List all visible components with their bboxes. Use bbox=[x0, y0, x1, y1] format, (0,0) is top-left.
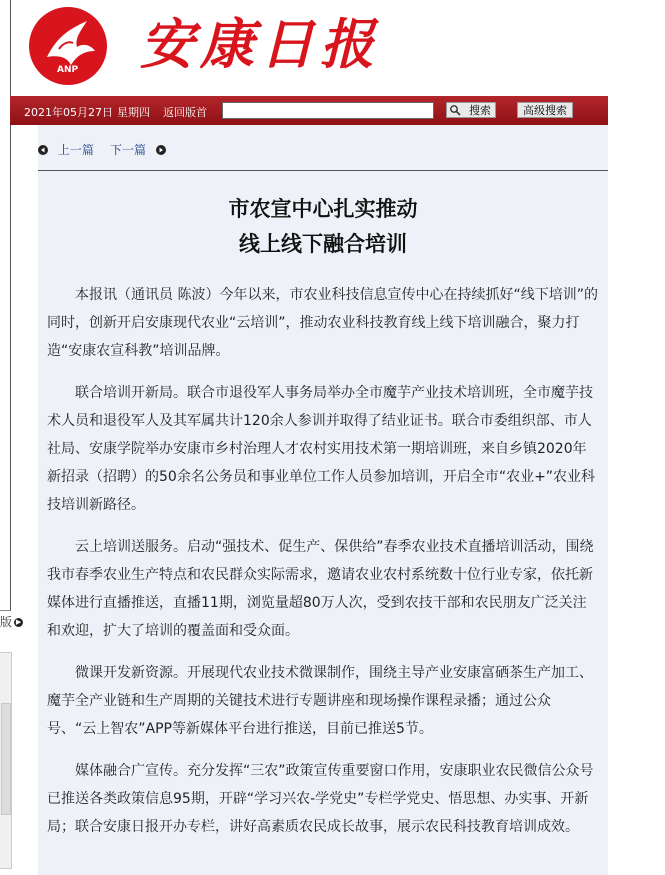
newspaper-name: 安康日报 bbox=[140, 12, 380, 76]
search-button[interactable] bbox=[446, 102, 496, 118]
scrollbar-thumb[interactable] bbox=[1, 703, 11, 815]
arrow-right-icon bbox=[156, 145, 166, 155]
article-paragraph: 微课开发新资源。开展现代农业技术微课制作，围绕主导产业安康富硒茶生产加工、魔芋全产业链和生产周期的关键技术进行专题讲座和现场操作课程录播；通过公众号、“云上智农”APP等新媒体平台进行推送，目前已推送5节。 bbox=[47, 665, 593, 737]
prev-article-label: 上一篇 bbox=[57, 143, 94, 157]
arrow-left-icon bbox=[38, 145, 48, 155]
left-panel-next[interactable] bbox=[0, 613, 23, 630]
article-paragraph: 联合培训开新局。联合市退役军人事务局举办全市魔芋产业技术培训班，全市魔芋技术人员和退役军人及其军属共计120余人参训并取得了结业证书。联合市委组织部、市人社局、安康学院举办安康市乡村治理人才农村实用技术第一期培训班，来自乡镇2020年新招录（招聘）的50余名公务员和事业单位工作人员参加培训，开启全市“农业+”农业科技培训新路径。 bbox=[47, 385, 596, 513]
masthead bbox=[22, 0, 608, 96]
search-button-label: 搜索 bbox=[469, 104, 491, 117]
logo-text: ANP bbox=[57, 65, 79, 75]
back-to-page-link[interactable]: 返回版首 bbox=[163, 106, 207, 119]
issue-weekday: 星期四 bbox=[117, 106, 150, 119]
next-article-label: 下一篇 bbox=[110, 143, 147, 157]
left-panel-label: 版 bbox=[0, 615, 13, 629]
top-nav-bar bbox=[10, 96, 608, 125]
prev-article-link[interactable] bbox=[38, 141, 94, 158]
article-paragraph: 媒体融合广宣传。充分发挥“三农”政策宣传重要窗口作用，安康职业农民微信公众号已推送各类政策信息95期，开辟“学习兴农-学党史”专栏学党史、悟思想、办实事、开新局；联合安康日报开办专栏，讲好高素质农民成长故事，展示农民科技教育培训成效。 bbox=[47, 763, 594, 835]
search-icon bbox=[449, 104, 461, 116]
advanced-search-button[interactable]: 高级搜索 bbox=[517, 102, 573, 118]
newspaper-logo bbox=[29, 7, 107, 85]
next-article-link[interactable] bbox=[110, 141, 166, 158]
arrow-right-icon: ▶ bbox=[15, 618, 22, 626]
search-input[interactable] bbox=[222, 102, 434, 119]
article-body bbox=[47, 281, 599, 855]
left-panel-scrollbar[interactable] bbox=[0, 652, 12, 869]
issue-date: 2021年05月27日 bbox=[24, 106, 113, 119]
article-title-line-2: 线上线下融合培训 bbox=[239, 232, 407, 256]
header-divider bbox=[38, 170, 608, 171]
article-title-line-1: 市农宣中心扎实推动 bbox=[228, 197, 418, 221]
article-paragraph: 云上培训送服务。启动“强技术、促生产、保供给”春季农业技术直播培训活动，围绕我市春季农业生产特点和农民群众实际需求，邀请农业农村系统数十位行业专家，依托新媒体进行直播推送，直播11期，浏览量超80万人次，受到农技干部和农民朋友广泛关注和欢迎，扩大了培训的覆盖面和受众面。 bbox=[47, 539, 594, 639]
left-panel-frame bbox=[0, 0, 11, 611]
article-paragraph: 本报讯（通讯员 陈波）今年以来，市农业科技信息宣传中心在持续抓好“线下培训”的同时，创新开启安康现代农业“云培训”，推动农业科技教育线上线下培训融合，聚力打造“安康农宣科教”培训品牌。 bbox=[47, 287, 598, 359]
